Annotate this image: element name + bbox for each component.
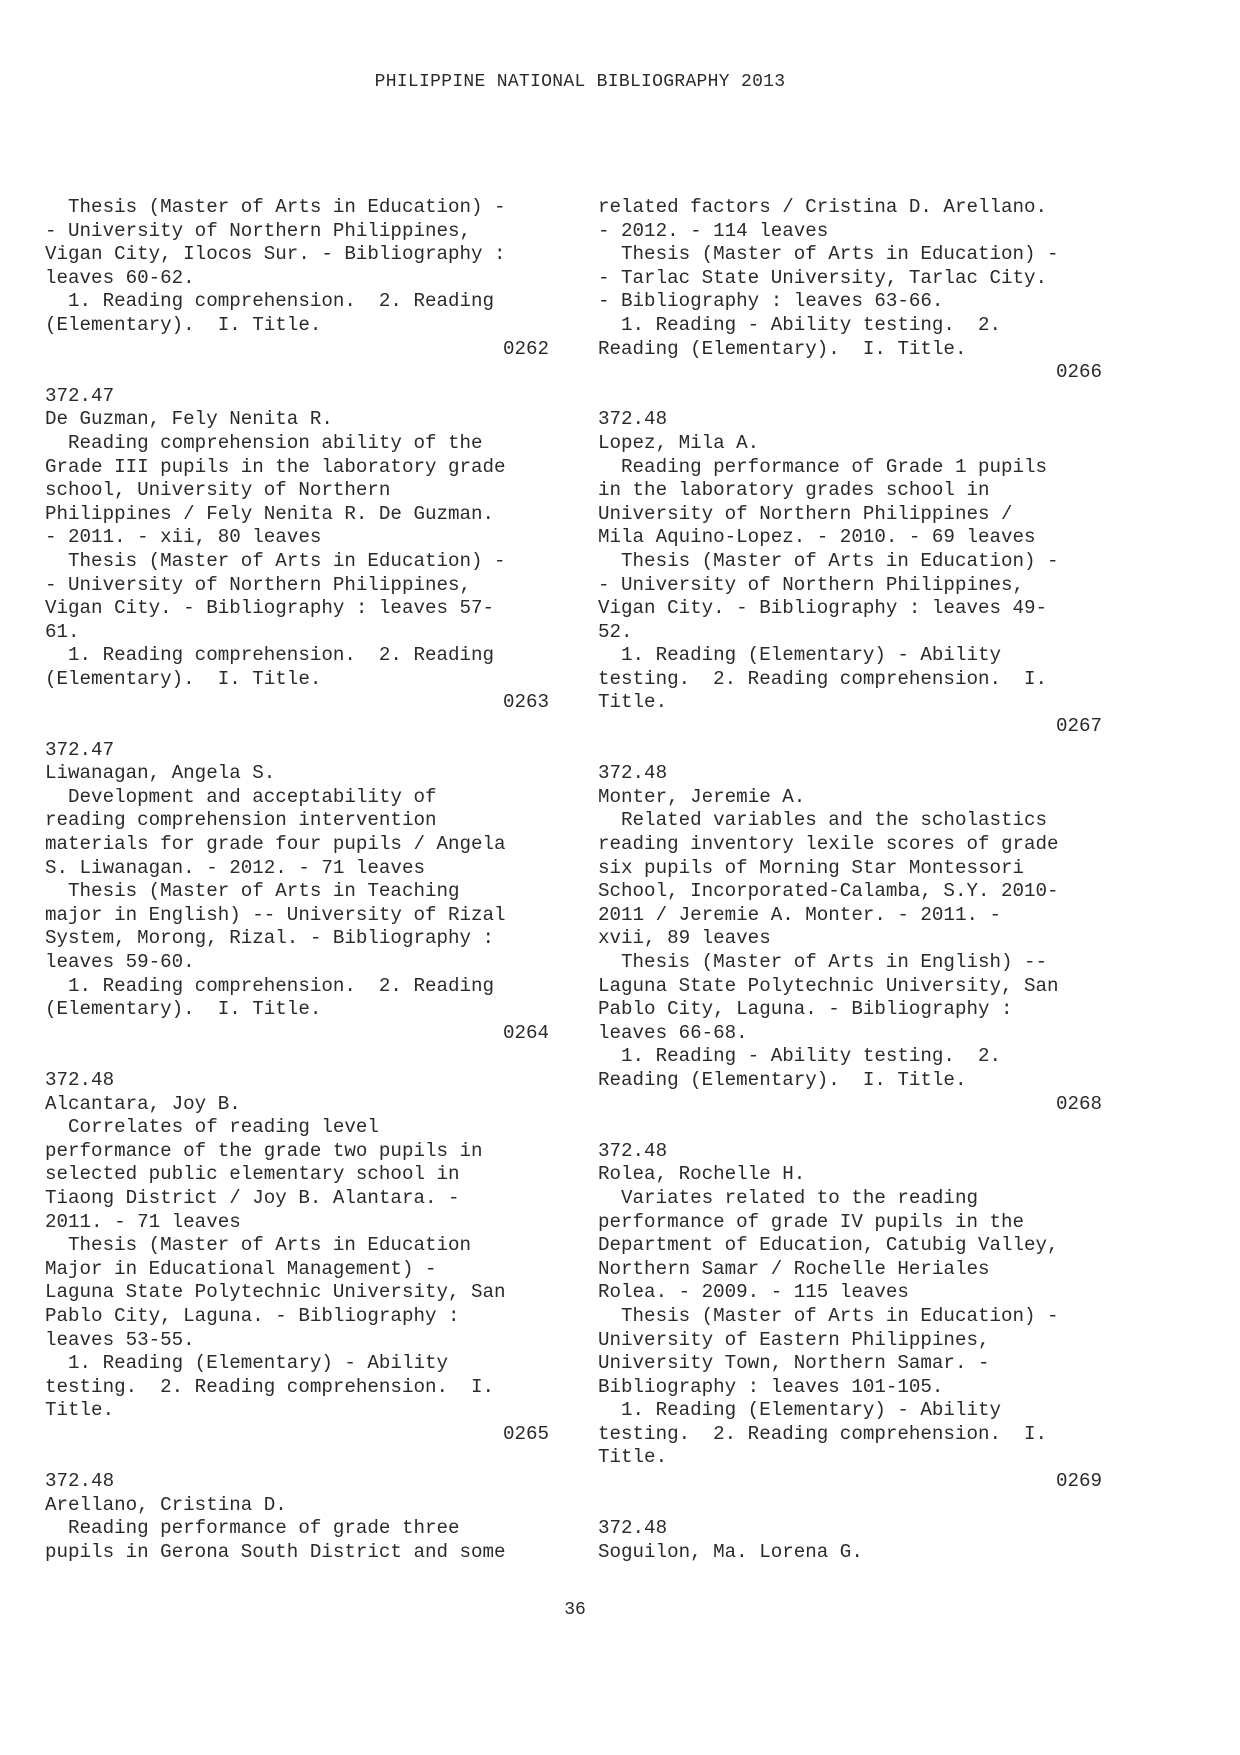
- entry-line: Alcantara, Joy B.: [45, 1092, 241, 1115]
- entry-line: Liwanagan, Angela S.: [45, 762, 276, 785]
- entry-line: 372.48: [598, 1139, 668, 1162]
- entry-line: 372.48: [45, 1470, 115, 1493]
- entry-line: Title.: [598, 1446, 668, 1469]
- entry-line: Laguna State Polytechnic University, San: [45, 1281, 506, 1304]
- entry-number: 0269: [1055, 1470, 1102, 1493]
- entry-line: 61.: [45, 620, 80, 643]
- entry-line: Thesis (Master of Arts in English) --: [598, 951, 1048, 973]
- entry-line: Thesis (Master of Arts in Education: [45, 1234, 472, 1257]
- entry-line: 1. Reading comprehension. 2. Reading: [45, 974, 495, 997]
- entry-number: 0266: [1055, 361, 1102, 384]
- entry-line: Thesis (Master of Arts in Education) -: [45, 196, 506, 218]
- entry-line: 1. Reading - Ability testing. 2.: [598, 1045, 1002, 1068]
- entry-line: Reading (Elementary). I. Title.: [598, 1068, 967, 1091]
- entry-line: 1. Reading comprehension. 2. Reading: [45, 290, 495, 313]
- entry-line: leaves 53-55.: [45, 1328, 195, 1351]
- entry-line: University of Northern Philippines /: [598, 502, 1013, 525]
- entry-line: Lopez, Mila A.: [598, 431, 760, 454]
- entry-line: - University of Northern Philippines,: [598, 573, 1025, 596]
- entry-line: in the laboratory grades school in: [598, 479, 990, 502]
- bibliography-entry: [598, 1517, 1102, 1564]
- entry-line: testing. 2. Reading comprehension. I.: [598, 667, 1048, 690]
- entry-line: Pablo City, Laguna. - Bibliography :: [45, 1304, 460, 1327]
- entry-line: performance of the grade two pupils in: [45, 1139, 483, 1162]
- entry-line: reading comprehension intervention: [45, 809, 437, 832]
- entry-number: 0264: [502, 1021, 549, 1044]
- entry-line: Reading (Elementary). I. Title.: [598, 337, 967, 360]
- entry-number: 0262: [502, 337, 549, 360]
- bibliography-entry: [45, 385, 549, 715]
- entry-line: Reading comprehension ability of the: [45, 431, 483, 454]
- entry-line: Variates related to the reading: [598, 1186, 978, 1209]
- entry-line: materials for grade four pupils / Angela: [45, 833, 506, 856]
- entry-line: S. Liwanagan. - 2012. - 71 leaves: [45, 856, 425, 879]
- entry-line: Thesis (Master of Arts in Teaching: [45, 880, 460, 903]
- entry-line: Title.: [598, 691, 668, 714]
- entry-line: major in English) -- University of Rizal: [45, 903, 506, 926]
- entry-line: 372.48: [45, 1068, 115, 1091]
- entry-line: 372.48: [598, 762, 668, 785]
- entry-line: School, Incorporated-Calamba, S.Y. 2010-: [598, 880, 1059, 903]
- entry-line: Major in Educational Management) -: [45, 1257, 437, 1280]
- entry-line: Rolea. - 2009. - 115 leaves: [598, 1281, 909, 1304]
- entry-line: (Elementary). I. Title.: [45, 313, 322, 336]
- entry-line: Development and acceptability of: [45, 785, 437, 808]
- entry-line: leaves 66-68.: [598, 1021, 748, 1044]
- entry-line: 372.48: [598, 1517, 668, 1540]
- bibliography-entry: [45, 1470, 549, 1564]
- entry-line: Mila Aquino-Lopez. - 2010. - 69 leaves: [598, 526, 1036, 549]
- entry-line: 1. Reading (Elementary) - Ability: [598, 1399, 1002, 1422]
- entry-line: Soguilon, Ma. Lorena G.: [598, 1540, 863, 1563]
- entry-line: 372.47: [45, 384, 115, 407]
- entry-line: 1. Reading comprehension. 2. Reading: [45, 644, 495, 667]
- entry-line: System, Morong, Rizal. - Bibliography :: [45, 927, 495, 950]
- entry-number: 0265: [502, 1422, 549, 1445]
- entry-line: Vigan City. - Bibliography : leaves 57-: [45, 597, 495, 620]
- entry-line: - University of Northern Philippines,: [45, 573, 472, 596]
- entry-line: Tiaong District / Joy B. Alantara. -: [45, 1186, 460, 1209]
- entry-line: - 2011. - xii, 80 leaves: [45, 526, 322, 549]
- entry-line: Reading performance of grade three: [45, 1517, 460, 1540]
- entry-number: 0267: [1055, 715, 1102, 738]
- entry-line: leaves 59-60.: [45, 951, 195, 973]
- entry-line: Department of Education, Catubig Valley,: [598, 1234, 1059, 1257]
- bibliography-entry: [598, 408, 1102, 738]
- entry-line: 52.: [598, 620, 633, 643]
- bibliography-entry: [598, 196, 1102, 385]
- entry-line: Vigan City, Ilocos Sur. - Bibliography :: [45, 243, 506, 266]
- entry-line: six pupils of Morning Star Montessori: [598, 856, 1025, 879]
- entry-line: Philippines / Fely Nenita R. De Guzman.: [45, 502, 495, 525]
- bibliography-entry: [45, 196, 549, 361]
- entry-line: University of Eastern Philippines,: [598, 1328, 990, 1351]
- entry-line: Thesis (Master of Arts in Education) -: [45, 549, 506, 572]
- entry-line: 372.47: [45, 738, 115, 761]
- entry-line: Reading performance of Grade 1 pupils: [598, 455, 1048, 478]
- entry-line: University Town, Northern Samar. -: [598, 1352, 990, 1375]
- entry-line: 1. Reading - Ability testing. 2.: [598, 313, 1002, 336]
- page-number: 36: [564, 1600, 586, 1620]
- entry-line: (Elementary). I. Title.: [45, 667, 322, 690]
- entry-number: 0263: [502, 691, 549, 714]
- entry-line: related factors / Cristina D. Arellano.: [598, 196, 1048, 218]
- entry-line: testing. 2. Reading comprehension. I.: [45, 1375, 495, 1398]
- entry-line: Thesis (Master of Arts in Education) -: [598, 549, 1059, 572]
- entry-line: 372.48: [598, 408, 668, 431]
- entry-line: 2011 / Jeremie A. Monter. - 2011. -: [598, 903, 1002, 926]
- bibliography-entry: [598, 1140, 1102, 1494]
- entry-line: 1. Reading (Elementary) - Ability: [598, 644, 1002, 667]
- entry-line: 1. Reading (Elementary) - Ability: [45, 1352, 449, 1375]
- entry-line: Grade III pupils in the laboratory grade: [45, 455, 506, 478]
- entry-line: De Guzman, Fely Nenita R.: [45, 408, 333, 431]
- entry-line: xvii, 89 leaves: [598, 927, 771, 950]
- entry-line: Title.: [45, 1399, 115, 1422]
- right-column: [598, 196, 1102, 1564]
- entry-line: leaves 60-62.: [45, 266, 195, 289]
- entry-line: Northern Samar / Rochelle Heriales: [598, 1257, 990, 1280]
- entry-number: 0268: [1055, 1092, 1102, 1115]
- entry-line: performance of grade IV pupils in the: [598, 1210, 1025, 1233]
- entry-line: testing. 2. Reading comprehension. I.: [598, 1422, 1048, 1445]
- bibliography-entry: [45, 739, 549, 1046]
- entry-line: school, University of Northern: [45, 479, 391, 502]
- entry-line: Thesis (Master of Arts in Education) -: [598, 1304, 1059, 1327]
- entry-line: Related variables and the scholastics: [598, 809, 1048, 832]
- entry-line: Thesis (Master of Arts in Education) -: [598, 243, 1059, 266]
- entry-line: reading inventory lexile scores of grade: [598, 833, 1059, 856]
- entry-line: Vigan City. - Bibliography : leaves 49-: [598, 597, 1048, 620]
- page-header: PHILIPPINE NATIONAL BIBLIOGRAPHY 2013: [374, 72, 786, 92]
- entry-line: Rolea, Rochelle H.: [598, 1163, 806, 1186]
- bibliography-entry: [45, 1069, 549, 1447]
- bibliography-entry: [598, 762, 1102, 1116]
- entry-line: 2011. - 71 leaves: [45, 1210, 241, 1233]
- entry-line: (Elementary). I. Title.: [45, 998, 322, 1021]
- entry-line: Monter, Jeremie A.: [598, 785, 806, 808]
- entry-line: selected public elementary school in: [45, 1163, 460, 1186]
- entry-line: - Bibliography : leaves 63-66.: [598, 290, 944, 313]
- left-column: [45, 196, 549, 1564]
- entry-line: Bibliography : leaves 101-105.: [598, 1375, 944, 1398]
- entry-line: Correlates of reading level: [45, 1116, 379, 1139]
- entry-line: Laguna State Polytechnic University, San: [598, 974, 1059, 997]
- entry-line: Pablo City, Laguna. - Bibliography :: [598, 998, 1013, 1021]
- entry-line: - 2012. - 114 leaves: [598, 219, 829, 242]
- entry-line: - University of Northern Philippines,: [45, 219, 472, 242]
- entry-line: - Tarlac State University, Tarlac City.: [598, 266, 1048, 289]
- entry-line: Arellano, Cristina D.: [45, 1493, 287, 1516]
- entry-line: pupils in Gerona South District and some: [45, 1540, 506, 1563]
